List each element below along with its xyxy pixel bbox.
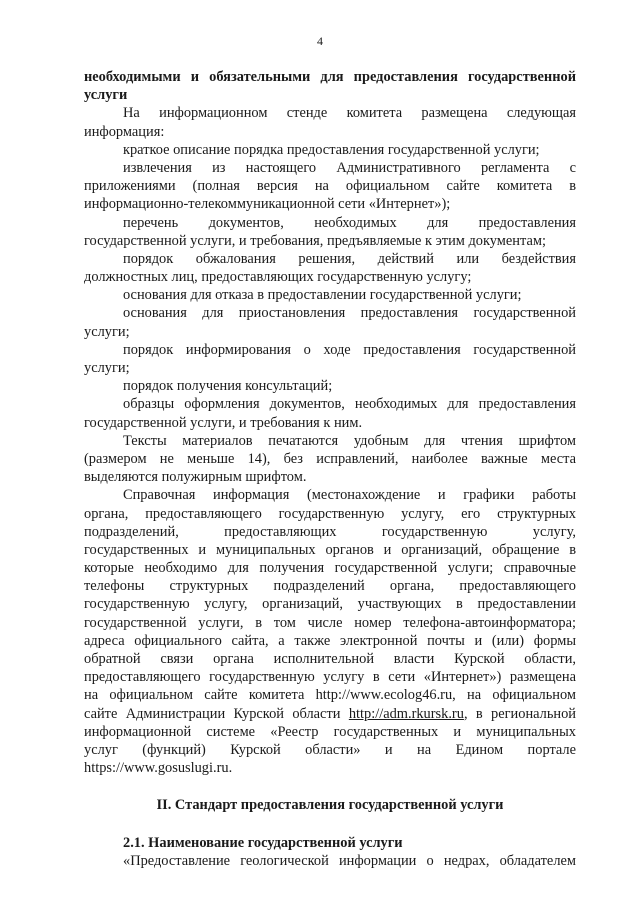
- list-item: [84, 286, 576, 304]
- paragraph-line: государственных и муниципальных органов и организаций, обращение в: [84, 541, 576, 558]
- paragraph-line: На информационном стенде комитета размещена следующая: [123, 105, 576, 122]
- list-item: [84, 377, 576, 395]
- paragraph-line: государственной услуги, и требования, предъявляемые к этим документам;: [84, 232, 546, 249]
- adm-link[interactable]: http://adm.rkursk.ru: [348, 705, 464, 722]
- page-number: 4: [317, 34, 323, 48]
- document-body: [84, 68, 576, 870]
- paragraph-line: Тексты материалов печатаются удобным для чтения шрифтом: [123, 432, 576, 449]
- intro-line: услуги: [84, 87, 128, 104]
- paragraph-line: перечень документов, необходимых для предоставления: [123, 214, 576, 231]
- list-item: [84, 159, 576, 214]
- paragraph-line: на официальном сайте комитета http://www.ecolog46.ru, на официальном: [84, 687, 576, 704]
- list-item: [84, 304, 576, 340]
- paragraph-line: государственной услуги, и требования к ним.: [84, 414, 363, 431]
- list-item: [84, 104, 576, 140]
- intro-line: необходимыми и обязательными для предоставления государственной: [84, 69, 576, 85]
- paragraph-line: выделяются полужирным шрифтом.: [84, 469, 307, 486]
- paragraph-line: которые необходимо для получения государственной услуги; справочные: [84, 560, 576, 577]
- paragraph-line: услуг (функций) Курской области» и на Едином портале: [84, 741, 576, 758]
- paragraph-line: органа, предоставляющего государственную услугу, его структурных: [84, 505, 576, 522]
- list-item: [84, 432, 576, 487]
- paragraph-line: https://www.gosuslugi.ru.: [84, 760, 233, 777]
- list-item: [84, 214, 576, 250]
- paragraph-line: информационной системе «Реестр государственных и муниципальных: [84, 723, 576, 740]
- paragraph-line: предоставляющего государственную услугу в сети «Интернет») размещена: [84, 669, 576, 686]
- info-list: [84, 104, 576, 486]
- paragraph-line: краткое описание порядка предоставления государственной услуги;: [123, 141, 540, 158]
- list-item: [84, 250, 576, 286]
- paragraph-line: основания для отказа в предоставлении государственной услуги;: [123, 287, 522, 304]
- list-item: [84, 141, 576, 159]
- paragraph-line: информационно-телекоммуникационной сети «Интернет»);: [84, 196, 451, 213]
- text-fragment: сайте Администрации Курской области: [84, 705, 349, 722]
- paragraph-line: государственной услуги, в том числе номер телефона-автоинформатора;: [84, 614, 576, 631]
- paragraph-line: [84, 705, 576, 723]
- paragraph-line: обратной связи органа исполнительной власти Курской области,: [84, 651, 576, 667]
- section-heading: II. Стандарт предоставления государственной услуги: [156, 797, 504, 814]
- paragraph-line: услуги;: [84, 360, 130, 376]
- paragraph-line: основания для приостановления предоставления государственной: [123, 305, 576, 322]
- list-item: [84, 341, 576, 377]
- paragraph-line: подразделений, предоставляющих государственную услугу,: [84, 523, 576, 540]
- paragraph-line: информация:: [84, 123, 165, 140]
- paragraph-line: Справочная информация (местонахождение и графики работы: [123, 487, 576, 504]
- subsection-line: «Предоставление геологической информации о недрах, обладателем: [123, 852, 576, 869]
- paragraph-line: порядок обжалования решения, действий или бездействия: [123, 250, 576, 267]
- paragraph-line: должностных лиц, предоставляющих государственную услугу;: [84, 269, 472, 286]
- paragraph-line: порядок информирования о ходе предоставления государственной: [123, 341, 576, 358]
- paragraph-line: образцы оформления документов, необходимых для предоставления: [123, 396, 576, 413]
- paragraph-line: извлечения из настоящего Административного регламента с: [123, 159, 576, 176]
- paragraph-line: приложениями (полная версия на официальном сайте комитета в: [84, 178, 576, 195]
- paragraph-line: адреса официального сайта, а также электронной почты и (или) формы: [84, 632, 576, 649]
- paragraph-line: телефоны структурных подразделений органа, предоставляющего: [84, 578, 576, 595]
- paragraph-line: порядок получения консультаций;: [123, 378, 333, 395]
- list-item: [84, 395, 576, 431]
- text-fragment: , в региональной: [463, 705, 576, 722]
- section-intro: [84, 68, 576, 104]
- paragraph-line: (размером не меньше 14), без исправлений, наиболее важные места: [84, 450, 576, 467]
- paragraph-line: услуги;: [84, 323, 130, 340]
- reference-paragraph: [84, 486, 576, 777]
- paragraph-line: государственную услугу, организаций, участвующих в предоставлении: [84, 596, 576, 613]
- subsection-heading: 2.1. Наименование государственной услуги: [123, 834, 403, 851]
